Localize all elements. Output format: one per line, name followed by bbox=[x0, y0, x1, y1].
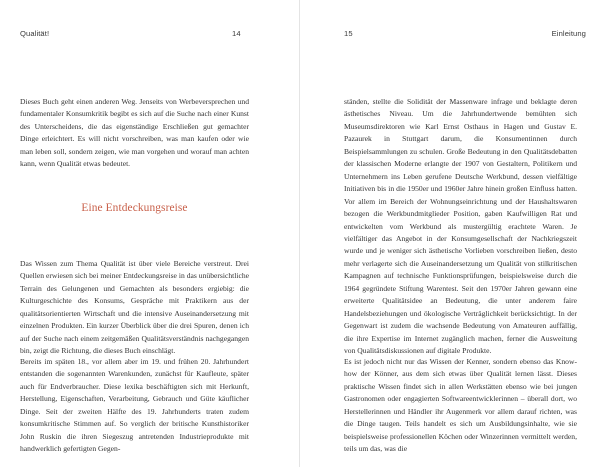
intro-paragraph bbox=[20, 96, 249, 171]
section-paragraph bbox=[20, 258, 249, 358]
running-title: Einleitung bbox=[551, 29, 586, 38]
page-number: 14 bbox=[232, 29, 241, 38]
page-number: 15 bbox=[344, 29, 353, 38]
paragraph-text: Es ist jedoch nicht nur das Wissen der Kenner, sondern ebenso das Know-how der Könner, aus dem sich etwas über Qualität lernen lässt. Dieses praktische Wissen findet sich in allen Werkstätten ebenso wie bei jungen Gastronomen oder engagierten Softwareentwicklerinnen – überall dort, wo Herstellerinnen und Händler ihr Augenmerk vor allem darauf richten, was die Dinge taugen. Teils handelt es sich um Ausbildungsinhalte, wie sie beispielsweise professionellen Köchen oder Winzerinnen vermittelt werden, teils um das, was die bbox=[344, 357, 577, 454]
right-page bbox=[300, 0, 600, 467]
paragraph-text: Dieses Buch geht einen anderen Weg. Jenseits von Werbeversprechen und fundamentaler Konsumkritik begibt es sich auf die Suche nach einer Kunst des Unterscheidens, die das eigenständige Erschließen gut gemachter Dinge erleichtert. Es will nicht vorschreiben, was man kaufen oder wie man leben soll, sondern zeigen, wie man vorgehen und worauf man achten kann, wenn Qualität etwas bedeutet. bbox=[20, 97, 249, 169]
paragraph-text: Das Wissen zum Thema Qualität ist über viele Bereiche verstreut. Drei Quellen erwiesen sich bei meiner Entdeckungsreise in das unübersichtliche Terrain des Gelungenen und Gemachten als besonders ergiebig: die Kulturgeschichte des Konsums, Gespräche mit Praktikern aus der qualitätsorientierten Wirtschaft und die intensive Auseinandersetzung mit einzelnen Produkten. Ein kurzer Überblick über die drei Spuren, denen ich auf der Suche nach einem zeitgemäßen Qualitätsverständnis nachgegangen bin, zeigt die Richtung, die dieses Buch einschlägt. bbox=[20, 259, 249, 356]
section-heading: Eine Entdeckungsreise bbox=[81, 202, 188, 214]
paragraph-text: ständen, stellte die Solidität der Massenware infrage und beklagte deren ästhetisches Niveau. Um die Jahrhundertwende bemühten sich Museumsdirektoren wie Karl Ernst Osthaus in Hagen und Gustav E. Pazaurek in Stuttgart darum, die Konsumentinnen durch Beispielsammlungen zu schulen. Große Bedeutung in den Qualitätsdebatten der klassischen Moderne erlangte der 1907 von Gestaltern, Politikern und Unternehmern ins Leben gerufene Deutsche Werkbund, dessen vielfältige Initiativen bis in die 1950er und 1960er Jahre hinein großen Einfluss hatten. Vor allem im Bereich der Wohnungseinrichtung und der Haushaltswaren bezogen die Werkbundmitglieder Position, gaben Kaufwilligen Rat und entwickelten vom Werkbund als mustergültig erachtete Waren. Je vielfältiger das Angebot in der Konsumgesellschaft der Nachkriegszeit wurde und je weniger sich ästhetische Vorlieben vorschreiben ließen, desto mehr verlagerte sich die Auseinandersetzung um Qualität von stilkritischen Kampagnen auf technische Funktionsprüfungen, beispielsweise durch die 1964 gegründete Stiftung Warentest. Seit den 1970er Jahren gewann eine erweiterte Qualitätsidee an Bedeutung, die unter anderem faire Handelsbeziehungen und ökologische Verträglichkeit berücksichtigt. In der Gegenwart ist zudem die wachsende Bedeutung von Amateuren auffällig, die ihre Expertise im Internet zugänglich machen, ferner die Ausweitung von Qualitätsdiskussionen auf digitale Produkte. bbox=[344, 97, 577, 356]
running-title: Qualität! bbox=[20, 29, 50, 38]
practical-knowledge-paragraph bbox=[344, 356, 577, 456]
history-paragraph bbox=[20, 356, 249, 456]
paragraph-text: Bereits im späten 18., vor allem aber im 19. und frühen 20. Jahrhundert entstanden die sogenannten Warenkunden, zunächst für Kaufleute, später auch für Endverbraucher. Diese lexika beschäftigten sich mit Herkunft, Herstellung, Eigenschaften, Verarbeitung, Gebrauch und Güte käuflicher Dinge. Seit der zweiten Hälfte des 19. Jahrhunderts traten zudem konsumkritische Stimmen auf. So verglich der britische Kunsthistoriker John Ruskin die ihren Siegeszug antretenden Industrieprodukte mit handwerklich gefertigten Gegen- bbox=[20, 357, 249, 454]
continuation-paragraph bbox=[344, 96, 577, 358]
